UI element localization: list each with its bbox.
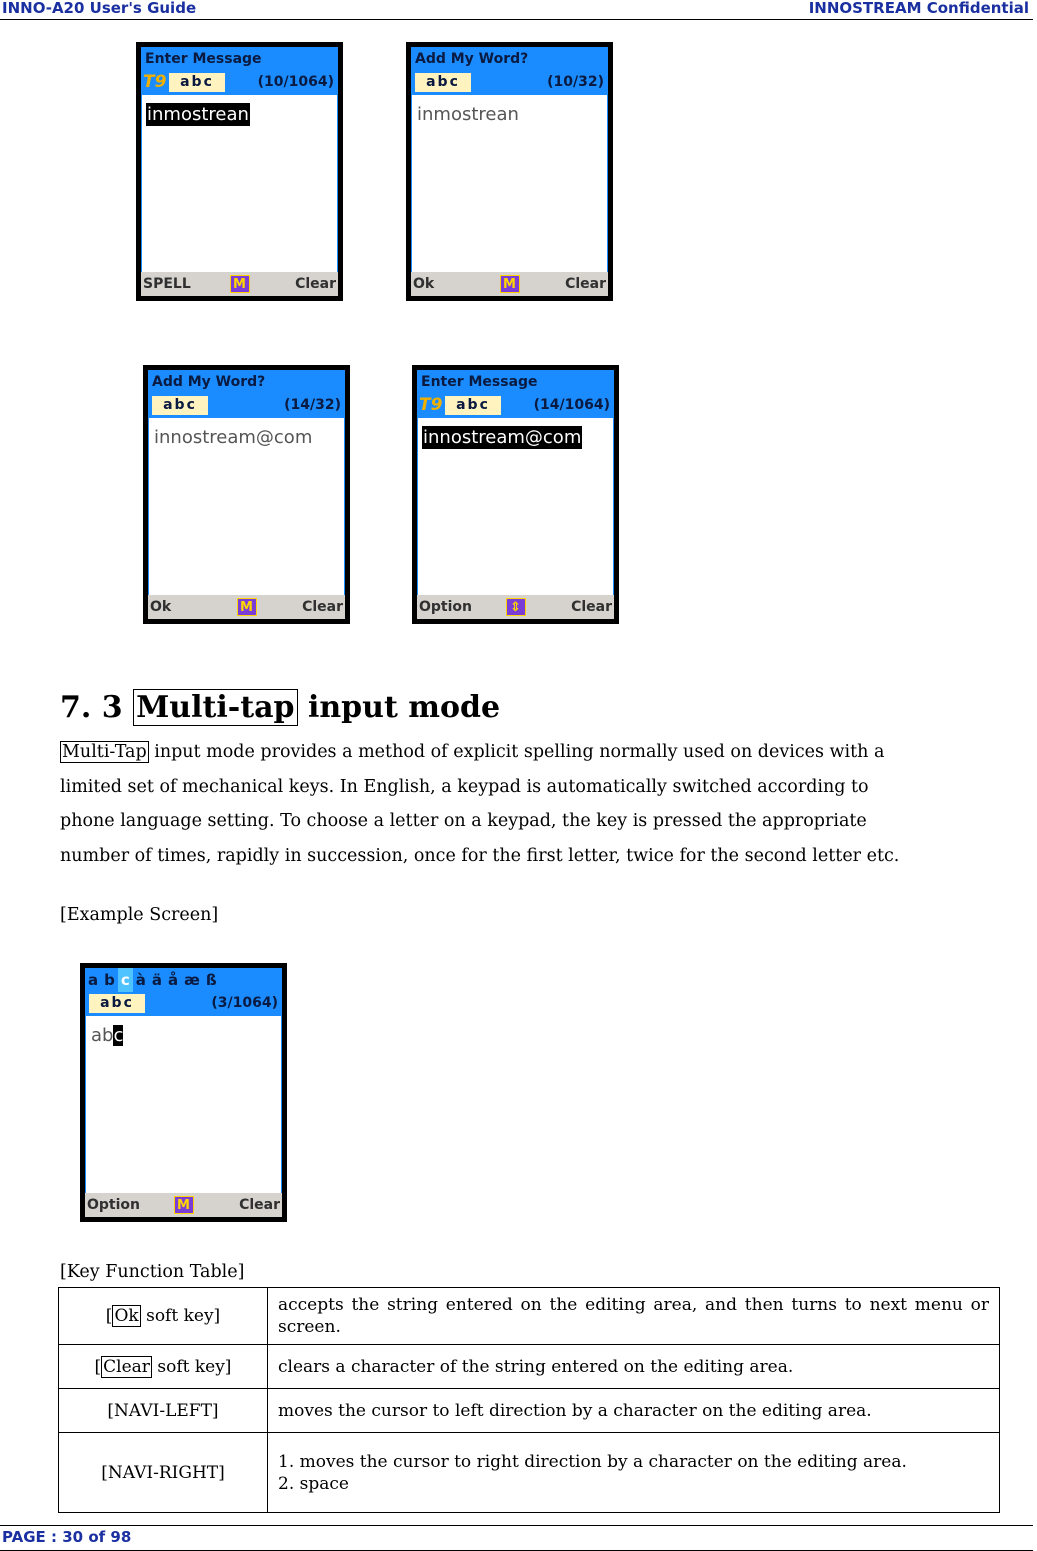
editing-area[interactable] bbox=[417, 418, 614, 595]
char-count: (10/1064) bbox=[257, 74, 334, 90]
t9-icon: T9 bbox=[419, 395, 443, 415]
key-cell: [NAVI-LEFT] bbox=[59, 1389, 268, 1433]
section-number: 7. 3 bbox=[60, 690, 123, 725]
phone-screen-4 bbox=[412, 365, 619, 624]
char-count: (14/1064) bbox=[533, 397, 610, 413]
softkey-bar bbox=[148, 595, 345, 619]
menu-m-icon[interactable]: M bbox=[500, 275, 520, 293]
desc-cell: moves the cursor to left direction by a character on the editing area. bbox=[268, 1389, 1000, 1433]
cursor-char: c bbox=[113, 1025, 124, 1046]
char-candidate[interactable]: ß bbox=[205, 971, 217, 989]
character-candidate-bar bbox=[85, 968, 282, 992]
char-candidate-selected[interactable]: c bbox=[118, 968, 133, 992]
screen-title: Add My Word? bbox=[148, 370, 345, 394]
menu-m-icon[interactable]: M bbox=[174, 1196, 194, 1214]
description-paragraph bbox=[60, 735, 1020, 873]
mode-indicator: abc bbox=[445, 396, 501, 415]
softkey-right[interactable]: Clear bbox=[571, 599, 612, 615]
softkey-right[interactable]: Clear bbox=[302, 599, 343, 615]
updown-icon[interactable]: ⇕ bbox=[506, 598, 526, 616]
doc-title: INNO-A20 User's Guide bbox=[2, 0, 197, 17]
phone-screen-2 bbox=[406, 42, 613, 301]
softkey-left[interactable]: Ok bbox=[413, 276, 435, 292]
para-line-4: number of times, rapidly in succession, once for the first letter, twice for the second letter etc. bbox=[60, 845, 900, 866]
char-candidate[interactable]: b bbox=[104, 971, 115, 989]
t9-icon: T9 bbox=[143, 72, 167, 92]
example-phone-screen bbox=[80, 963, 287, 1222]
mode-bar bbox=[411, 71, 608, 95]
section-title-rest: input mode bbox=[307, 690, 501, 725]
section-heading bbox=[60, 690, 500, 725]
mode-bar bbox=[85, 992, 282, 1016]
mode-indicator: abc bbox=[89, 994, 145, 1013]
char-candidate[interactable]: æ bbox=[184, 971, 200, 989]
phone-screen-3 bbox=[143, 365, 350, 624]
softkey-bar bbox=[411, 272, 608, 296]
screen-title: Enter Message bbox=[417, 370, 614, 394]
desc-cell: clears a character of the string entered on the editing area. bbox=[268, 1345, 1000, 1389]
char-candidate[interactable]: a bbox=[88, 971, 99, 989]
softkey-bar bbox=[141, 272, 338, 296]
table-row bbox=[59, 1389, 1000, 1433]
entered-text: inmostrean bbox=[147, 104, 249, 125]
phone-screen-1 bbox=[136, 42, 343, 301]
menu-m-icon[interactable]: M bbox=[230, 275, 250, 293]
table-row bbox=[59, 1433, 1000, 1513]
key-cell: [ Ok soft key] bbox=[59, 1288, 268, 1345]
char-candidate[interactable]: ä bbox=[151, 971, 163, 989]
char-candidate[interactable]: à bbox=[135, 971, 146, 989]
mode-indicator: abc bbox=[152, 396, 208, 415]
entered-text: innostream@com bbox=[423, 427, 582, 448]
screen-title: Enter Message bbox=[141, 47, 338, 71]
entered-text: abc bbox=[91, 1025, 124, 1046]
softkey-left[interactable]: Ok bbox=[150, 599, 172, 615]
char-count: (14/32) bbox=[284, 397, 341, 413]
entered-text: innostream@com bbox=[154, 427, 313, 448]
screen-title: Add My Word? bbox=[411, 47, 608, 71]
entered-text: inmostrean bbox=[417, 104, 519, 125]
confidential-label: INNOSTREAM Confidential bbox=[808, 0, 1029, 17]
mode-bar bbox=[417, 394, 614, 418]
softkey-left[interactable]: Option bbox=[87, 1197, 140, 1213]
key-cell: [NAVI-RIGHT] bbox=[59, 1433, 268, 1513]
table-row bbox=[59, 1345, 1000, 1389]
mode-bar bbox=[141, 71, 338, 95]
softkey-left[interactable]: Option bbox=[419, 599, 472, 615]
key-cell: [ Clear soft key] bbox=[59, 1345, 268, 1389]
page-number: PAGE : 30 of 98 bbox=[2, 1528, 132, 1546]
char-count: (3/1064) bbox=[211, 995, 278, 1011]
key-function-table bbox=[58, 1287, 1000, 1513]
softkey-right[interactable]: Clear bbox=[295, 276, 336, 292]
softkey-left[interactable]: SPELL bbox=[143, 276, 191, 292]
page-footer bbox=[0, 1525, 1033, 1551]
mode-indicator: abc bbox=[169, 73, 225, 92]
para-line-3: phone language setting. To choose a letter on a keypad, the key is pressed the appropriate bbox=[60, 811, 867, 832]
softkey-bar bbox=[85, 1193, 282, 1217]
mode-bar bbox=[148, 394, 345, 418]
editing-area[interactable] bbox=[411, 95, 608, 272]
softkey-right[interactable]: Clear bbox=[239, 1197, 280, 1213]
desc-cell: 1. moves the cursor to right direction by a character on the editing area. 2. space bbox=[268, 1433, 1000, 1513]
mode-indicator: abc bbox=[415, 73, 471, 92]
editing-area[interactable] bbox=[148, 418, 345, 595]
desc-cell: accepts the string entered on the editing area, and then turns to next menu or screen. bbox=[268, 1288, 1000, 1345]
menu-m-icon[interactable]: M bbox=[237, 598, 257, 616]
table-row bbox=[59, 1288, 1000, 1345]
char-count: (10/32) bbox=[547, 74, 604, 90]
editing-area[interactable] bbox=[141, 95, 338, 272]
page-header bbox=[0, 0, 1033, 20]
para-line-2: limited set of mechanical keys. In English, a keypad is automatically switched according to bbox=[60, 776, 869, 797]
section-keyword: Multi-tap bbox=[133, 689, 297, 726]
para-line-1: Multi-Tap input mode provides a method of explicit spelling normally used on devices with a bbox=[62, 742, 885, 762]
softkey-bar bbox=[417, 595, 614, 619]
softkey-right[interactable]: Clear bbox=[565, 276, 606, 292]
key-table-label: [Key Function Table] bbox=[60, 1262, 245, 1282]
multitap-term: Multi-Tap bbox=[62, 742, 147, 762]
editing-area[interactable] bbox=[85, 1016, 282, 1193]
example-screen-label: [Example Screen] bbox=[60, 905, 219, 925]
char-candidate[interactable]: å bbox=[168, 971, 179, 989]
